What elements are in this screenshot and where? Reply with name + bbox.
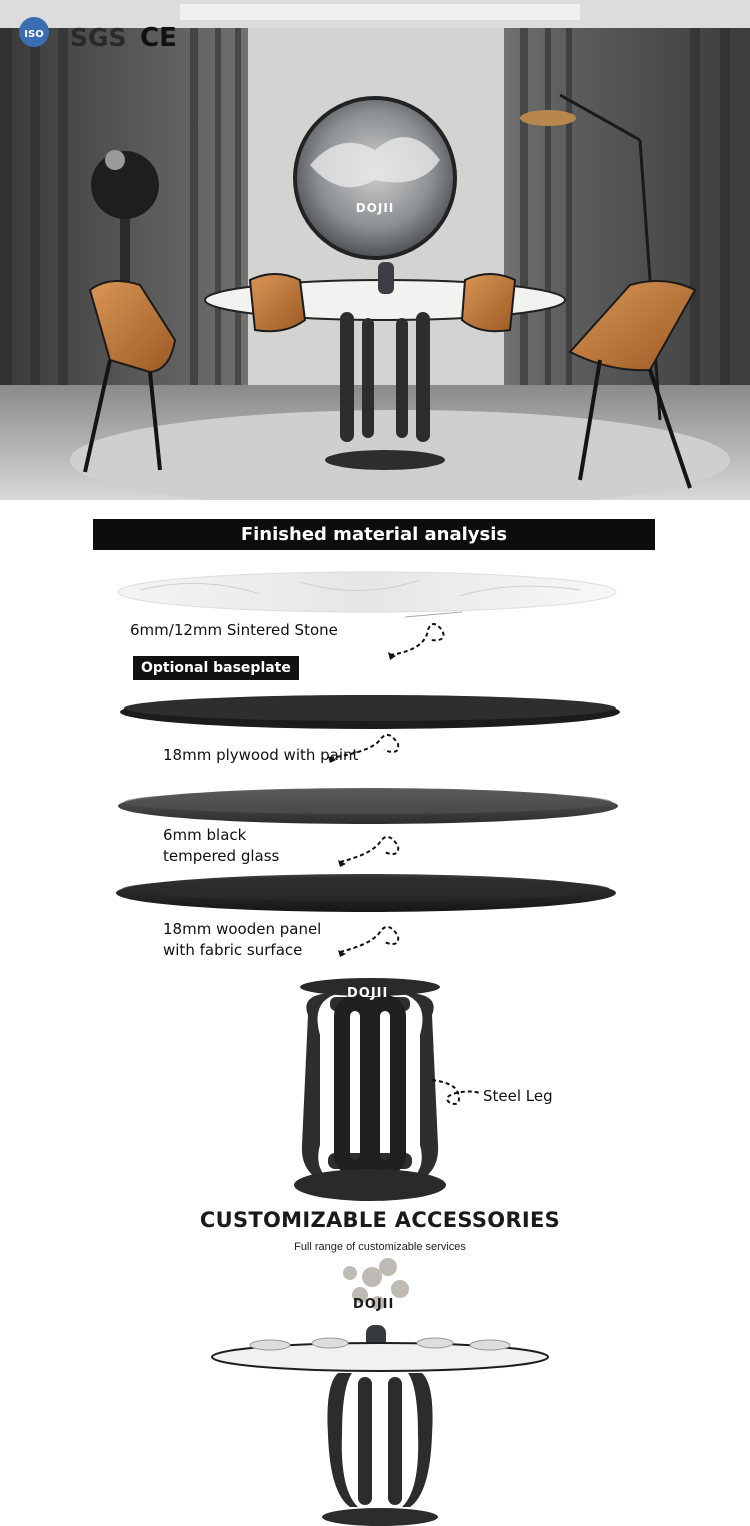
fabric-panel-layer <box>116 874 616 912</box>
layer-label-fabric-line1: 18mm wooden panel <box>163 920 322 938</box>
steel-leg-label: Steel Leg <box>483 1087 553 1105</box>
sintered-stone-layer <box>118 572 616 617</box>
ce-logo: CE <box>140 23 177 53</box>
hero-brand-watermark: DOJII <box>355 201 395 215</box>
leg-brand-logo: DOJII <box>347 986 389 1001</box>
customizable-accessories-subtitle: Full range of customizable services <box>294 1241 466 1253</box>
layer-label-fabric-panel <box>163 919 321 961</box>
optional-baseplate-label: Optional baseplate <box>133 656 299 680</box>
layer-label-glass <box>163 825 279 867</box>
material-layers-illustration <box>0 560 750 980</box>
leg-pointer-arrow <box>432 1080 480 1104</box>
layer-label-sintered-stone: 6mm/12mm Sintered Stone <box>130 621 338 639</box>
layer-label-plywood: 18mm plywood with paint <box>163 746 359 764</box>
layer-label-glass-line1: 6mm black <box>163 826 247 844</box>
sgs-logo: SGS <box>70 23 127 52</box>
product-brand-logo: DOJII <box>353 1297 395 1312</box>
tempered-glass-layer <box>118 788 618 824</box>
layer-label-fabric-line2: with fabric surface <box>163 941 303 959</box>
customizable-accessories-title: CUSTOMIZABLE ACCESSORIES <box>199 1208 561 1232</box>
plywood-layer <box>120 695 620 729</box>
dining-room-photo <box>0 0 750 500</box>
svg-text:ISO: ISO <box>24 29 44 40</box>
section-title-material-analysis: Finished material analysis <box>93 519 655 550</box>
layer-label-glass-line2: tempered glass <box>163 847 280 865</box>
product-table-photo <box>200 1255 560 1526</box>
